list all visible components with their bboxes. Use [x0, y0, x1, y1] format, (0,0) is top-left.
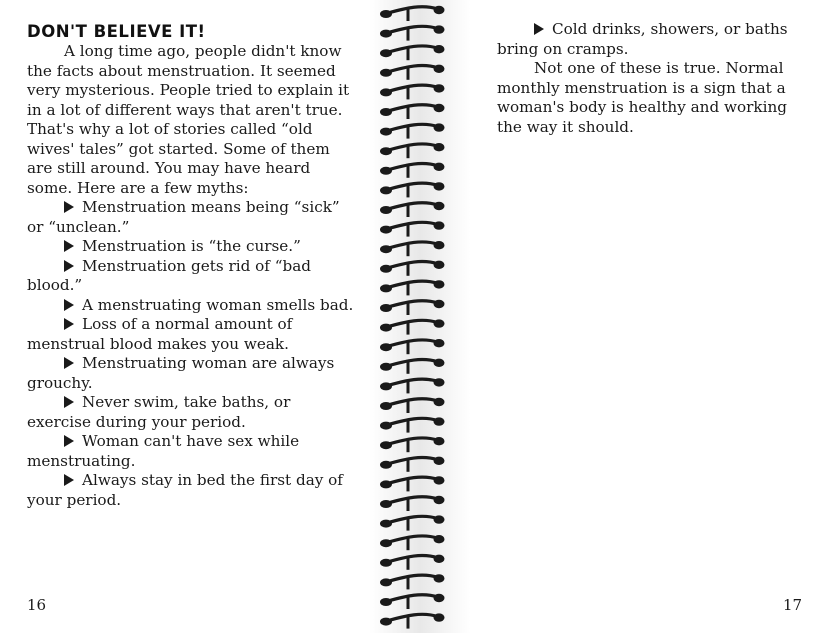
- section-heading: DON'T BELIEVE IT!: [27, 22, 206, 41]
- right-page: [470, 0, 840, 633]
- bullet-triangle-icon: [64, 435, 74, 447]
- spiral-coil-icon: [380, 104, 445, 119]
- myth-item: Menstruation is “the curse.”: [27, 237, 357, 257]
- spiral-coil-icon: [380, 123, 445, 138]
- myth-item: Always stay in bed the first day of your period.: [27, 471, 343, 509]
- spiral-coil-icon: [380, 202, 445, 217]
- spiral-coil-icon: [380, 280, 445, 295]
- page-number: 16: [27, 596, 47, 614]
- spiral-coil-icon: [380, 221, 445, 236]
- spiral-coil-icon: [380, 437, 445, 452]
- spiral-coil-icon: [380, 65, 445, 80]
- spiral-coil-icon: [380, 143, 445, 158]
- spiral-coil-icon: [380, 555, 445, 570]
- myth-item: A menstruating woman smells bad.: [27, 296, 357, 316]
- spiral-coil-icon: [380, 6, 445, 21]
- myth-item: Never swim, take baths, or exercise during your period.: [27, 393, 291, 431]
- spiral-coil-icon: [380, 339, 445, 354]
- spiral-coil-icon: [380, 182, 445, 197]
- bullet-triangle-icon: [64, 318, 74, 330]
- spiral-coil-icon: [380, 261, 445, 276]
- spiral-coil-icon: [380, 496, 445, 511]
- spiral-coil-icon: [380, 398, 445, 413]
- spiral-coil-icon: [380, 535, 445, 550]
- spiral-coil-icon: [380, 515, 445, 530]
- myth-item: Cold drinks, showers, or baths bring on cramps.: [497, 20, 788, 58]
- bullet-triangle-icon: [64, 260, 74, 272]
- myth-item: Menstruation means being “sick” or “unclean.”: [27, 198, 340, 236]
- conclusion-paragraph: Not one of these is true. Normal monthly menstruation is a sign that a woman's body is healthy and working the way it should.: [497, 59, 787, 136]
- page-number: 17: [783, 596, 803, 614]
- spiral-coil-icon: [380, 25, 445, 40]
- spiral-coil-icon: [380, 476, 445, 491]
- right-page-body: [497, 20, 807, 137]
- myth-item: Loss of a normal amount of menstrual blood makes you weak.: [27, 315, 293, 353]
- bullet-triangle-icon: [534, 23, 544, 35]
- spiral-binding-icon: [378, 0, 450, 633]
- intro-paragraph: A long time ago, people didn't know the facts about menstruation. It seemed very mysterious. People tried to explain it in a lot of different ways that aren't true. That's why a lot of stories called “old wives' tales” got started. Some of them are still around. You may have heard some. Here are a few myths:: [27, 42, 350, 197]
- spiral-coil-icon: [380, 359, 445, 374]
- spiral-coil-icon: [380, 417, 445, 432]
- spiral-coil-icon: [380, 574, 445, 589]
- spiral-coil-icon: [380, 45, 445, 60]
- myth-item: Woman can't have sex while menstruating.: [27, 432, 300, 470]
- left-page-body: [27, 42, 357, 510]
- spiral-coil-icon: [380, 300, 445, 315]
- spiral-coil-icon: [380, 163, 445, 178]
- spiral-coil-icon: [380, 84, 445, 99]
- myth-item: Menstruating woman are always grouchy.: [27, 354, 335, 392]
- spiral-coil-icon: [380, 378, 445, 393]
- bullet-triangle-icon: [64, 201, 74, 213]
- spiral-coil-icon: [380, 241, 445, 256]
- spiral-coil-icon: [380, 613, 445, 628]
- bullet-triangle-icon: [64, 474, 74, 486]
- bullet-triangle-icon: [64, 396, 74, 408]
- bullet-triangle-icon: [64, 299, 74, 311]
- spiral-coil-icon: [380, 594, 445, 609]
- bullet-triangle-icon: [64, 357, 74, 369]
- bullet-triangle-icon: [64, 240, 74, 252]
- myth-item: Menstruation gets rid of “bad blood.”: [27, 256, 311, 294]
- spiral-coil-icon: [380, 319, 445, 334]
- left-page: [0, 0, 370, 633]
- spiral-coil-icon: [380, 457, 445, 472]
